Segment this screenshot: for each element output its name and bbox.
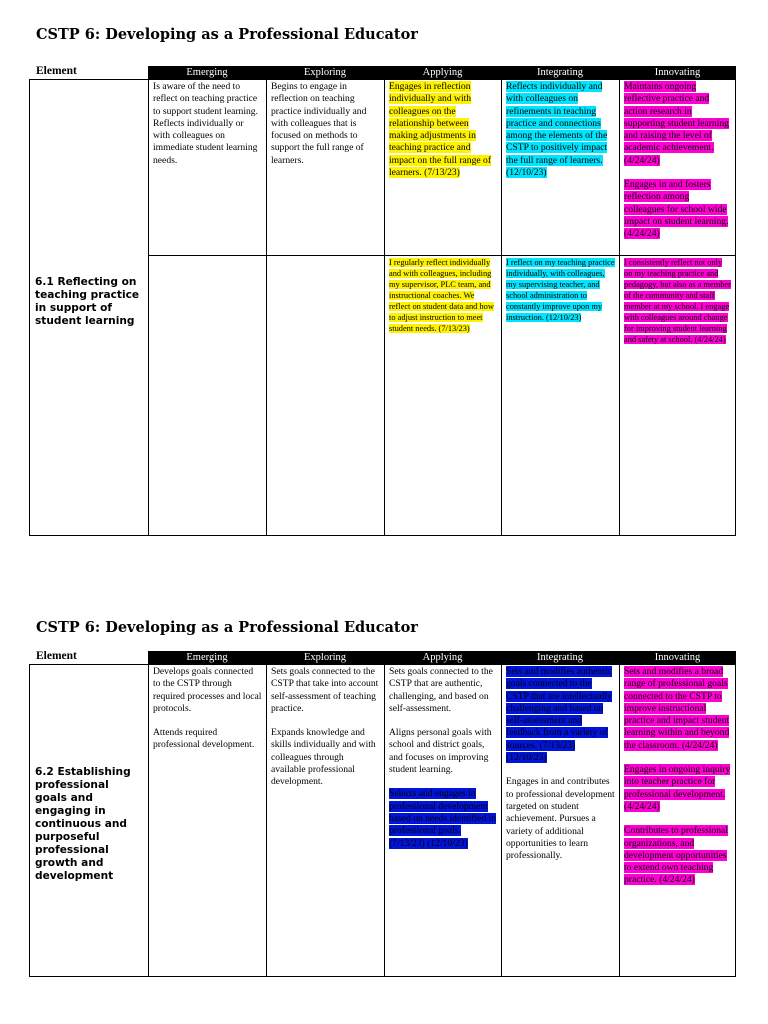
evidence-innovating: I consistently reflect not only on my teaching practice and pedagogy, but also as a member of the community and staff member at my school. I engage with colleagues around change for improving student learning and safety at school. (4/24/24)	[624, 258, 731, 344]
element-name: 6.1 Reflecting on teaching practice in support of student learning	[35, 276, 140, 327]
text-emerging-2a: Develops goals connected to the CSTP through required processes and local protocols.	[153, 666, 262, 714]
cell-applying-2	[385, 665, 502, 976]
text-exploring-2b: Expands knowledge and skills individually and with colleagues through available professional development.	[271, 727, 376, 788]
header-emerging-2: Emerging	[148, 651, 266, 664]
header-exploring: Exploring	[266, 66, 384, 79]
element-name-2: 6.2 Establishing professional goals and engaging in continuous and purposeful professional growth and development	[35, 766, 131, 882]
text-applying-2c: Selects and engages in professional development based on needs identified in professional goals. (7/13/23) (12/10/23)	[389, 788, 497, 849]
section-title-2: CSTP 6: Developing as a Professional Educator	[36, 619, 418, 636]
evidence-integrating: I reflect on my teaching practice individually, with colleagues, my supervising teacher, and school administration to constantly improve upon my instruction. (12/10/23)	[506, 258, 615, 322]
text-innovating-2: Engages in and fosters reflection among colleagues for school wide impact on student learning. (4/24/24)	[624, 179, 729, 240]
text-exploring: Begins to engage in reflection on teaching practice individually and with colleagues that is focused on methods to support the full range of learners.	[271, 81, 367, 166]
header-emerging: Emerging	[148, 66, 266, 79]
element-label-2: Element	[36, 650, 77, 662]
text-innovating-2c: Contributes to professional organizations, and development opportunities to extend own teaching practice. (4/24/24)	[624, 825, 728, 886]
cell-emerging-2	[149, 665, 267, 976]
section-title: CSTP 6: Developing as a Professional Educator	[36, 26, 418, 43]
text-applying-2a: Sets goals connected to the CSTP that are authentic, challenging, and based on self-assessment.	[389, 666, 493, 714]
cell-integrating-2	[502, 665, 620, 976]
element-cell-2	[30, 665, 149, 976]
text-innovating-1: Maintains ongoing reflective practice and action research in supporting student learning and raising the level of academic achievement. (4/24/24)	[624, 81, 729, 166]
text-integrating-2a: Sets and modifies authentic goals connected to the CSTP that are intellectually challenging and based on self-assessment and feedback from a variety of sources. (7/13/23) (12/10/23)	[506, 666, 612, 764]
header-exploring-2: Exploring	[266, 651, 384, 664]
header-applying-2: Applying	[384, 651, 501, 664]
rubric-table-2	[29, 664, 736, 977]
section-6-2	[28, 0, 736, 1024]
header-applying: Applying	[384, 66, 501, 79]
text-emerging-2b: Attends required professional development.	[153, 727, 255, 751]
header-integrating-2: Integrating	[501, 651, 619, 664]
text-exploring-2a: Sets goals connected to the CSTP that take into account self-assessment of teaching practice.	[271, 666, 379, 714]
text-innovating-2a: Sets and modifies a broad range of professional goals connected to the CSTP to improve instructional practice and impact student learning within and beyond the classroom. (4/24/24)	[624, 666, 730, 751]
cell-exploring-2	[267, 665, 385, 976]
evidence-applying: I regularly reflect individually and with colleagues, including my supervisor, PLC team, and instructional coaches. We reflect on student data and how to adjust instruction to meet student needs. (7/13/23)	[389, 258, 494, 333]
text-integrating: Reflects individually and with colleagues on refinements in teaching practice and connections among the elements of the CSTP to positively impact the full range of learners. (12/10/23)	[506, 81, 608, 179]
text-innovating-2b: Engages in ongoing inquiry into teacher practice for professional development. (4/24/24)	[624, 764, 731, 812]
cell-innovating-2	[620, 665, 735, 976]
text-emerging: Is aware of the need to reflect on teaching practice to support student learning. Reflects individually or with colleagues on immediate student learning needs.	[153, 81, 258, 166]
header-innovating: Innovating	[619, 66, 736, 79]
text-applying-2b: Aligns personal goals with school and district goals, and focuses on improving student learning.	[389, 727, 492, 776]
header-innovating-2: Innovating	[619, 651, 736, 664]
header-integrating: Integrating	[501, 66, 619, 79]
text-applying: Engages in reflection individually and with colleagues on the relationship between making adjustments in teaching practice and impact on the full range of learners. (7/13/23)	[389, 81, 492, 179]
text-integrating-2b: Engages in and contributes to professional development targeted on student achievement. Pursues a variety of additional opportunities to learn professionally.	[506, 776, 615, 862]
element-label: Element	[36, 65, 77, 77]
